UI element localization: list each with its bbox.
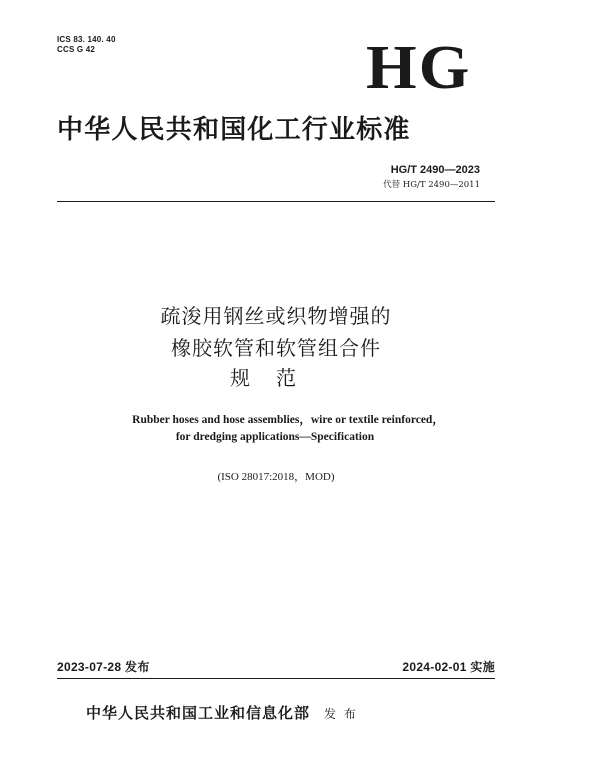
iso-reference: (ISO 28017:2018，MOD) bbox=[217, 471, 335, 483]
chinese-title-line-2: 橡胶软管和软管组合件 bbox=[171, 336, 381, 360]
standard-number: HG/T 2490—2023 bbox=[390, 164, 480, 176]
chinese-title-line-1: 疏浚用钢丝或织物增强的 bbox=[160, 304, 392, 328]
top-divider bbox=[57, 201, 495, 202]
ccs-code: CCS G 42 bbox=[57, 45, 96, 54]
english-title-line-2: for dredging applications—Specification bbox=[175, 431, 375, 443]
standard-category-title: 中华人民共和国化工行业标准 bbox=[57, 115, 411, 145]
replaces-standard: 代替 HG/T 2490—2011 bbox=[383, 180, 480, 190]
issue-date: 2023-07-28 发布 bbox=[57, 660, 150, 674]
hg-logo: HG bbox=[366, 34, 472, 102]
chinese-title-line-3: 规范 bbox=[230, 366, 322, 390]
publisher-name: 中华人民共和国工业和信息化部 bbox=[86, 704, 311, 722]
publish-suffix: 发 布 bbox=[324, 707, 358, 721]
ics-code: ICS 83. 140. 40 bbox=[57, 35, 116, 44]
publisher-line bbox=[86, 703, 358, 724]
english-title-line-1: Rubber hoses and hose assemblies，wire or textile reinforced， bbox=[132, 414, 444, 426]
bottom-divider bbox=[57, 678, 495, 679]
implementation-date: 2024-02-01 实施 bbox=[402, 660, 495, 674]
